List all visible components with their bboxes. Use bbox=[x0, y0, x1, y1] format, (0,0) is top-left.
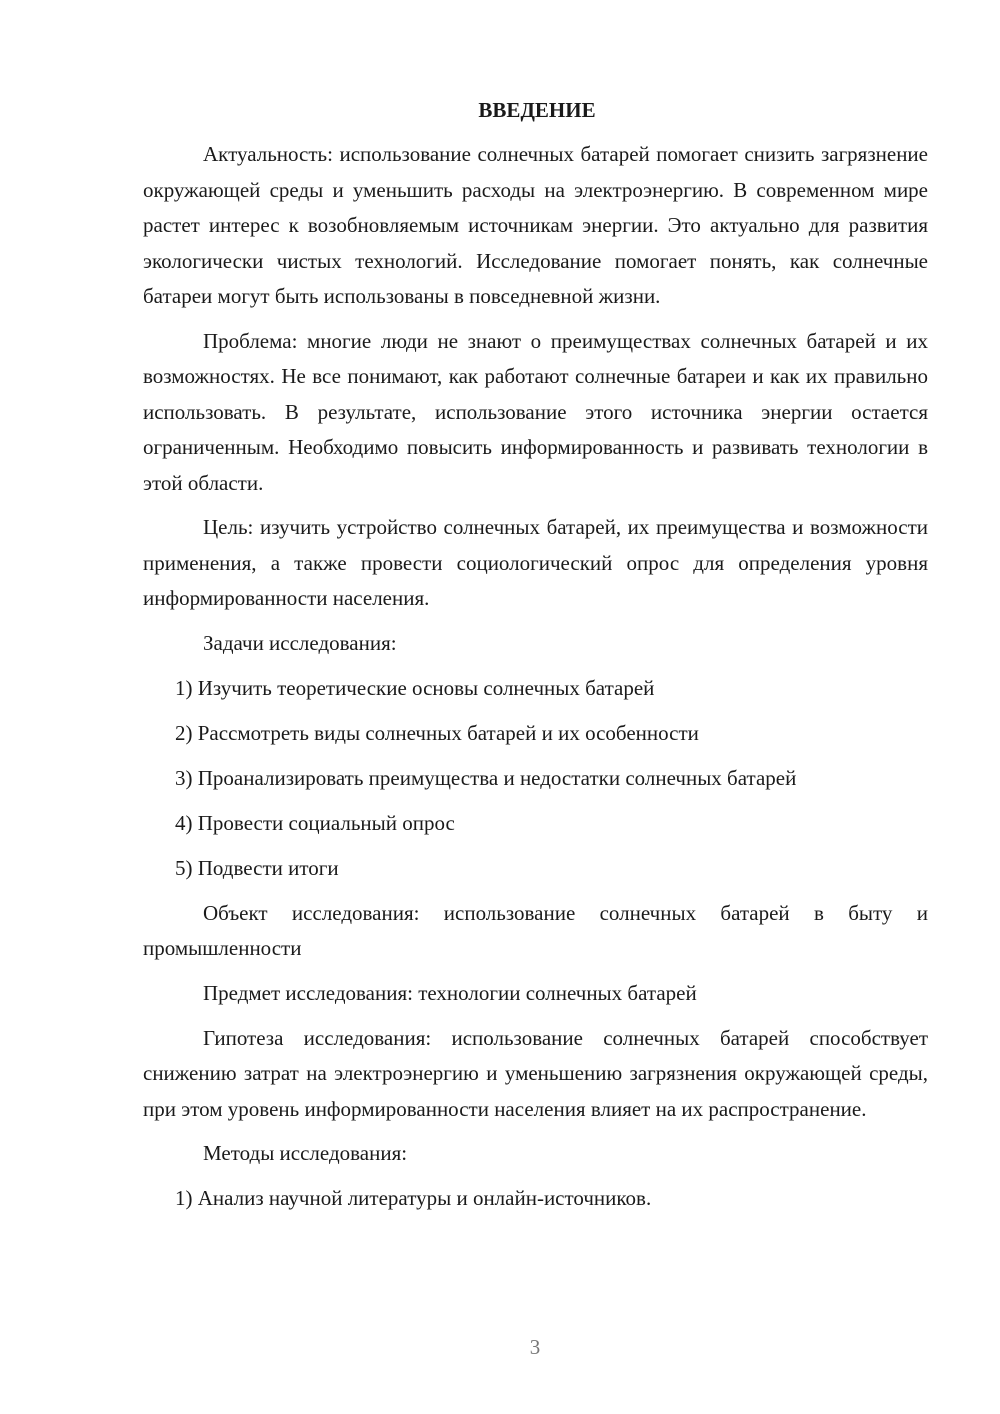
goal-paragraph: Цель: изучить устройство солнечных батарей, их преимущества и возможности применения, а также провести социологический опрос для определения уровня информированности населения. bbox=[143, 515, 928, 610]
list-item: 3) Проанализировать преимущества и недостатки солнечных батарей bbox=[175, 765, 797, 790]
hypothesis-paragraph: Гипотеза исследования: использование солнечных батарей способствует снижению затрат на электроэнергию и уменьшению загрязнения окружающей среды, при этом уровень информированности населения влияет на их распространение. bbox=[143, 1025, 928, 1121]
section-title: ВВЕДЕНИЕ bbox=[478, 98, 596, 122]
list-item: 1) Анализ научной литературы и онлайн-источников. bbox=[175, 1186, 652, 1210]
methods-heading: Методы исследования: bbox=[203, 1141, 408, 1165]
subject-paragraph: Предмет исследования: технологии солнечных батарей bbox=[203, 980, 697, 1005]
tasks-list bbox=[143, 671, 928, 887]
problem-paragraph: Проблема: многие люди не знают о преимуществах солнечных батарей и их возможностях. Не все понимают, как работают солнечные батареи и как их правильно использовать. В результате, использование этого источника энергии остается ограниченным. Необходимо повысить информированность и развивать технологии в этой области. bbox=[143, 328, 928, 495]
list-item: 4) Провести социальный опрос bbox=[175, 810, 455, 835]
page-content bbox=[143, 92, 928, 1226]
list-item: 1) Изучить теоретические основы солнечных батарей bbox=[175, 675, 655, 700]
list-item: 2) Рассмотреть виды солнечных батарей и их особенности bbox=[175, 720, 699, 745]
relevance-paragraph: Актуальность: использование солнечных батарей помогает снизить загрязнение окружающей среды и уменьшить расходы на электроэнергию. В современном мире растет интерес к возобновляемым источникам энергии. Это актуально для развития экологически чистых технологий. Исследование помогает понять, как солнечные батареи могут быть использованы в повседневной жизни. bbox=[143, 142, 928, 308]
object-paragraph: Объект исследования: использование солнечных батарей в быту и промышленности bbox=[143, 900, 928, 960]
tasks-heading: Задачи исследования: bbox=[203, 630, 397, 655]
methods-list bbox=[143, 1181, 928, 1217]
list-item: 5) Подвести итоги bbox=[175, 855, 339, 880]
page-number: 3 bbox=[529, 1335, 541, 1359]
